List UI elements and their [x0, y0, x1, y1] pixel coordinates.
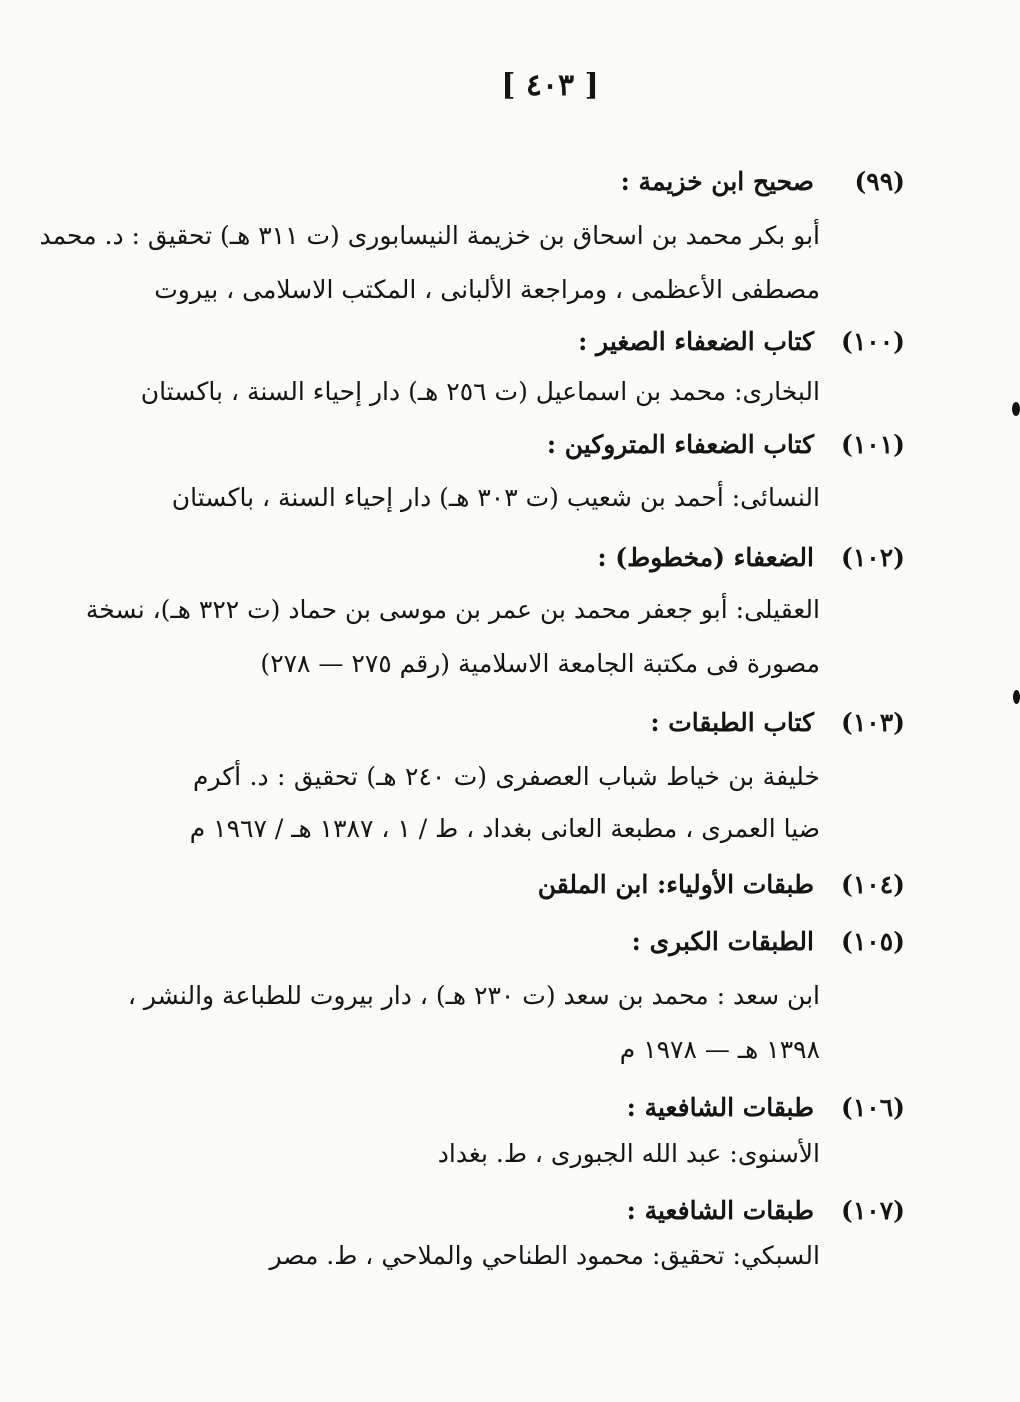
entry-text: مصطفى الأعظمى ، ومراجعة الألبانى ، المكتب الاسلامى ، بيروت [154, 275, 820, 304]
entry-text: العقيلى: أبو جعفر محمد بن عمر بن موسى بن حماد (ت ٣٢٢ هـ)، نسخة [85, 595, 820, 624]
scan-mark [1012, 402, 1020, 416]
entry-text: مصورة فى مكتبة الجامعة الاسلامية (رقم ٢٧٥ — ٢٧٨) [260, 649, 820, 678]
entry-text: البخارى: محمد بن اسماعيل (ت ٢٥٦ هـ) دار إحياء السنة ، باكستان [140, 377, 820, 406]
entry-text: النسائى: أحمد بن شعيب (ت ٣٠٣ هـ) دار إحياء السنة ، باكستان [171, 483, 820, 512]
entry-title: الضعفاء (مخطوط) : [597, 543, 814, 572]
entry-title: طبقات الشافعية : [626, 1196, 814, 1225]
entry-number: (١٠٢) [841, 543, 905, 572]
entry-text: ضيا العمرى ، مطبعة العانى بغداد ، ط / ١ ، ١٣٨٧ هـ / ١٩٦٧ م [189, 814, 820, 843]
entry-number: (١٠٤) [841, 870, 905, 899]
scan-mark [1013, 690, 1020, 704]
entry-number: (١٠١) [841, 430, 905, 459]
entry-text: أبو بكر محمد بن اسحاق بن خزيمة النيسابورى (ت ٣١١ هـ) تحقيق : د. محمد [39, 221, 820, 250]
entry-number: (١٠٥) [841, 927, 905, 956]
entry-number: (١٠٠) [841, 327, 905, 356]
page-number: [ ٤٠٣ ] [501, 68, 599, 103]
entry-number: (١٠٣) [841, 708, 905, 737]
entry-text: ابن سعد : محمد بن سعد (ت ٢٣٠ هـ) ، دار بيروت للطباعة والنشر ، [127, 981, 820, 1010]
entry-number: (٩٩) [854, 167, 905, 196]
entry-number: (١٠٧) [841, 1196, 905, 1225]
entry-title: كتاب الضعفاء المتروكين : [546, 430, 814, 459]
entry-text: الأسنوى: عبد الله الجبورى ، ط. بغداد [437, 1139, 820, 1168]
entry-title: طبقات الأولياء: ابن الملقن [537, 870, 814, 899]
entry-title: طبقات الشافعية : [626, 1093, 814, 1122]
entry-title: الطبقات الكبرى : [631, 927, 814, 956]
entry-title: صحيح ابن خزيمة : [620, 167, 814, 196]
entry-title: كتاب الطبقات : [650, 708, 814, 737]
entry-title: كتاب الضعفاء الصغير : [578, 327, 814, 356]
entry-text: ١٣٩٨ هـ — ١٩٧٨ م [619, 1035, 820, 1064]
entry-number: (١٠٦) [841, 1093, 905, 1122]
entry-text: السبكي: تحقيق: محمود الطناحي والملاحي ، ط. مصر [269, 1241, 820, 1270]
entry-text: خليفة بن خياط شباب العصفرى (ت ٢٤٠ هـ) تحقيق : د. أكرم [193, 762, 820, 791]
